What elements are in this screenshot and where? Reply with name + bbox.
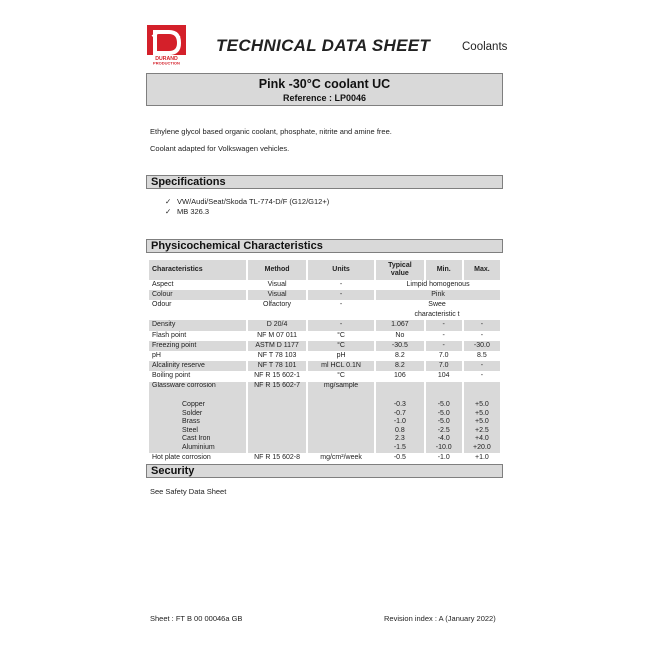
table-row [149,453,500,463]
cell-method: NF R 15 602-7 [248,382,306,453]
cell-characteristic: Colour [149,290,246,300]
check-icon: ✓ [165,197,172,206]
physicochemical-heading: Physicochemical Characteristics [151,240,323,252]
security-heading: Security [151,465,195,477]
intro-line-2: Coolant adapted for Volkswagen vehicles. [150,144,290,153]
cell-units: °C [308,371,374,381]
spec-text: MB 326.3 [177,207,210,216]
security-header [146,464,503,478]
cell-min: 104 [426,371,462,381]
cell-units: °C [308,341,374,351]
typical-value: -0.7 [393,409,406,417]
max-value: +5.0 [474,401,489,409]
table-row [149,320,500,330]
logo-line-2: PRODUCTION [153,60,180,65]
cell-min: - [426,341,462,351]
column-header: Max. [464,260,500,280]
spec-item [165,207,209,216]
cell-units: mg/sample [308,382,374,453]
logo-line-1: DURAND [155,55,178,62]
document-category: Coolants [462,41,508,53]
document-title: TECHNICAL DATA SHEET [216,36,431,55]
min-value: -4.0 [437,435,450,443]
column-header: Min. [426,260,462,280]
metal-name: Cast Iron [182,435,211,443]
cell-typical: No [376,331,424,341]
table-row [149,341,500,351]
product-name: Pink -30°C coolant UC [258,77,391,91]
cell-characteristic: Alcalinity reserve [149,361,246,371]
cell-method: Olfactory [248,300,306,320]
cell-characteristic: Freezing point [149,341,246,351]
specifications-heading: Specifications [151,176,226,188]
cell-max: +1.0 [464,453,500,463]
cell-value [376,300,500,320]
cell-min: - [426,320,462,330]
cell-characteristic: Flash point [149,331,246,341]
cell-units: - [308,300,374,320]
max-value: +2.5 [474,426,489,434]
glassware-label: Glassware corrosion [152,381,216,389]
cell-method: NF T 78 101 [248,361,306,371]
cell-typical: 1.067 [376,320,424,330]
cell-units: mg/cm²/week [308,453,374,463]
table-row [149,361,500,371]
specifications-header [146,175,503,189]
cell-characteristic: Hot plate corrosion [149,453,246,463]
cell-characteristic: Boiling point [149,371,246,381]
table-row [149,300,500,320]
metal-name: Copper [182,401,205,409]
spec-item [165,197,329,206]
cell-characteristic: Odour [149,300,246,320]
cell-typical: -30.5 [376,341,424,351]
max-value: +20.0 [473,444,491,452]
cell-method: NF T 78 103 [248,351,306,361]
typical-value: 0.8 [395,426,405,434]
product-title-band [146,73,503,106]
cell-typical: 8.2 [376,361,424,371]
cell-value: Limpid homogenous [376,280,500,290]
cell-units: - [308,320,374,330]
cell-typical: 8.2 [376,351,424,361]
cell-min: 7.0 [426,361,462,371]
column-header: Method [248,260,306,280]
cell-min [426,382,462,453]
min-value: -10.0 [435,444,452,452]
typical-value: -0.3 [393,401,406,409]
cell-characteristic: Aspect [149,280,246,290]
durand-logo [147,25,186,65]
intro-line-1: Ethylene glycol based organic coolant, phosphate, nitrite and amine free. [150,127,392,136]
cell-typical: -0.5 [376,453,424,463]
column-header: Typical value [376,260,424,280]
max-value: +4.0 [474,435,489,443]
cell-max: - [464,320,500,330]
column-header: Characteristics [149,260,246,280]
column-header: Units [308,260,374,280]
cell-value: Pink [376,290,500,300]
cell-characteristic: Density [149,320,246,330]
physicochemical-header [146,239,503,253]
cell-max: - [464,371,500,381]
max-value: +5.0 [474,418,489,426]
cell-max: - [464,361,500,371]
cell-max: - [464,331,500,341]
cell-characteristic: pH [149,351,246,361]
typical-value: 2.3 [395,435,405,443]
spec-text: VW/Audi/Seat/Skoda TL-774-D/F (G12/G12+) [177,197,330,206]
cell-min: -1.0 [426,453,462,463]
odour-value: Swee characteristic t [414,301,460,319]
security-text: See Safety Data Sheet [150,487,227,496]
cell-max: 8.5 [464,351,500,361]
check-icon: ✓ [165,207,172,216]
cell-method: ASTM D 1177 [248,341,306,351]
cell-typical [376,382,424,453]
metal-name: Solder [182,409,203,417]
cell-units: - [308,280,374,290]
cell-min: 7.0 [426,351,462,361]
cell-method: Visual [248,290,306,300]
cell-typical: 106 [376,371,424,381]
table-row [149,290,500,300]
metal-name: Aluminium [182,444,215,452]
cell-method: Visual [248,280,306,290]
cell-method: NF R 15 602-8 [248,453,306,463]
typical-value: -1.5 [393,444,406,452]
table-row [149,331,500,341]
footer-revision: Revision index : A (January 2022) [384,614,496,623]
table-header-row [149,260,500,280]
cell-units: ml HCL 0.1N [308,361,374,371]
cell-method: D 20/4 [248,320,306,330]
table-row [149,351,500,361]
characteristics-table [147,260,502,463]
cell-units: pH [308,351,374,361]
cell-method: NF M 07 011 [248,331,306,341]
footer-sheet-ref: Sheet : FT B 00 00046a GB [150,614,243,623]
table-row-glassware [149,382,500,453]
min-value: -5.0 [437,418,450,426]
table-row [149,280,500,290]
min-value: -5.0 [437,401,450,409]
cell-max: -30.0 [464,341,500,351]
metal-name: Brass [182,418,200,426]
min-value: -2.5 [437,426,450,434]
typical-value: -1.0 [393,418,406,426]
min-value: -5.0 [437,409,450,417]
cell-units: - [308,290,374,300]
max-value: +5.0 [474,409,489,417]
table-row [149,371,500,381]
cell-min: - [426,331,462,341]
cell-units: °C [308,331,374,341]
product-reference: Reference : LP0046 [282,93,367,103]
cell-max [464,382,500,453]
metal-name: Steel [182,426,198,434]
cell-characteristic [149,382,246,453]
cell-method: NF R 15 602-1 [248,371,306,381]
